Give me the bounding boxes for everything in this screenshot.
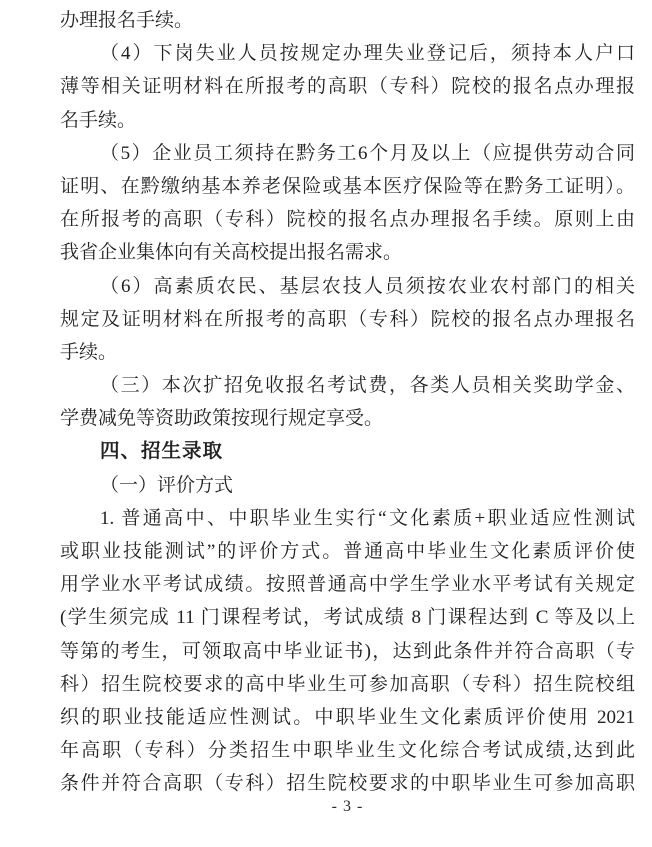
text-line: 名手续。 <box>60 109 137 131</box>
text-line: 办理报名手续。 <box>60 10 194 31</box>
text-line: 规定及证明材料在所报考的高职（专科）院校的报名点办理报名 <box>60 308 635 330</box>
page-number: - 3 - <box>331 798 364 815</box>
text-line: (学生须完成 11 门课程考试，考试成绩 8 门课程达到 C 等及以上 <box>60 607 635 629</box>
text-line: （6）高素质农民、基层农技人员须按农业农村部门的相关 <box>100 275 635 297</box>
text-line: 我省企业集体向有关高校提出报名需求。 <box>60 242 403 264</box>
text-line: 手续。 <box>60 341 118 363</box>
text-line: 科）招生院校要求的高中毕业生可参加高职（专科）招生院校组 <box>60 673 635 695</box>
text-line: 等第的考生，可领取高中毕业证书)，达到此条件并符合高职（专 <box>60 640 635 662</box>
text-line: 证明、在黔缴纳基本养老保险或基本医疗保险等在黔务工证明）。 <box>60 175 635 197</box>
text-line: 用学业水平考试成绩。按照普通高中学生学业水平考试有关规定 <box>60 574 635 596</box>
text-line: （4）下岗失业人员按规定办理失业登记后，须持本人户口 <box>100 43 635 65</box>
text-line: 薄等相关证明材料在所报考的高职（专科）院校的报名点办理报 <box>60 76 635 98</box>
text-line: 或职业技能测试”的评价方式。普通高中毕业生文化素质评价使 <box>60 541 635 562</box>
text-line: （5）企业员工须持在黔务工6个月及以上（应提供劳动合同 <box>100 142 635 164</box>
text-line: （三）本次扩招免收报名考试费，各类人员相关奖助学金、 <box>100 375 635 397</box>
text-line: 织的职业技能适应性测试。中职毕业生文化素质评价使用 2021 <box>60 706 635 728</box>
text-line: 条件并符合高职（专科）招生院校要求的中职毕业生可参加高职 <box>60 773 635 795</box>
section-heading: 四、招生录取 <box>100 440 224 463</box>
document-body <box>60 4 635 801</box>
text-line: 学费减免等资助政策按现行规定享受。 <box>60 408 384 430</box>
text-line: 年高职（专科）分类招生中职毕业生文化综合考试成绩,达到此 <box>60 740 635 762</box>
text-line: 1. 普通高中、中职毕业生实行“文化素质+职业适应性测试 <box>100 507 635 529</box>
text-line: 在所报考的高职（专科）院校的报名点办理报名手续。原则上由 <box>60 209 635 231</box>
subsection-heading: （一）评价方式 <box>100 474 234 496</box>
